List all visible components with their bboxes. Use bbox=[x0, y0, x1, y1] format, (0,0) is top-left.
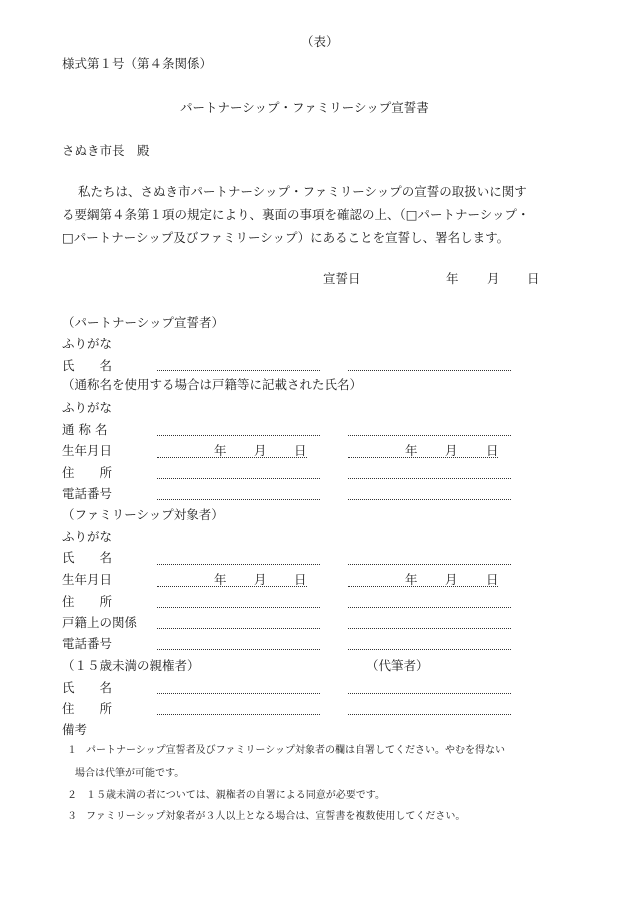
alias-field-1[interactable] bbox=[157, 435, 320, 436]
partner-dob-day-2: 日 bbox=[486, 443, 499, 458]
family-name-field-2[interactable] bbox=[348, 564, 511, 565]
family-dob-year-1: 年 bbox=[214, 572, 227, 587]
partner-address-field-2[interactable] bbox=[348, 478, 511, 479]
partner-dob-field-2[interactable] bbox=[348, 457, 498, 458]
body-line-2: る要綱第４条第１項の規定により、裏面の事項を確認の上、（□パートナーシップ・ bbox=[62, 207, 530, 222]
partner-phone-field-1[interactable] bbox=[157, 499, 320, 500]
family-dob-day-2: 日 bbox=[486, 572, 499, 587]
family-furigana-label: ふりがな bbox=[62, 529, 113, 544]
alias-label: 通 称 名 bbox=[62, 422, 108, 437]
alias-field-2[interactable] bbox=[348, 435, 511, 436]
partner-name-label: 氏 名 bbox=[62, 358, 113, 373]
partner-dob-year-2: 年 bbox=[405, 443, 418, 458]
partner-phone-field-2[interactable] bbox=[348, 499, 511, 500]
family-dob-month-1: 月 bbox=[254, 572, 267, 587]
family-address-field-2[interactable] bbox=[348, 607, 511, 608]
guardian-address-field[interactable] bbox=[157, 714, 320, 715]
declaration-month: 月 bbox=[487, 271, 500, 286]
family-dob-year-2: 年 bbox=[405, 572, 418, 587]
partner-dob-label: 生年月日 bbox=[62, 443, 113, 458]
partner-dob-month-1: 月 bbox=[254, 443, 267, 458]
guardian-heading: （１５歳未満の親権者） bbox=[62, 658, 200, 673]
addressee: さぬき市長 殿 bbox=[62, 143, 150, 158]
partner-dob-month-2: 月 bbox=[445, 443, 458, 458]
body-line-3: □パートナーシップ及びファミリーシップ）にあることを宣誓し、署名します。 bbox=[62, 230, 510, 245]
declaration-date-label: 宣誓日 bbox=[323, 271, 361, 286]
partner-name-field-1[interactable] bbox=[157, 370, 320, 371]
partner-address-field-1[interactable] bbox=[157, 478, 320, 479]
family-section-heading: （ファミリーシップ対象者） bbox=[62, 507, 224, 522]
guardian-name-label: 氏 名 bbox=[62, 680, 113, 695]
side-label: （表） bbox=[301, 34, 339, 49]
note-1-line-1: パートナーシップ宣誓者及びファミリーシップ対象者の欄は自署してください。やむを得ない bbox=[86, 745, 505, 756]
partner-address-label: 住 所 bbox=[62, 465, 113, 480]
proxy-heading: （代筆者） bbox=[366, 658, 429, 673]
partner-dob-field-1[interactable] bbox=[157, 457, 307, 458]
family-relation-field-1[interactable] bbox=[157, 628, 320, 629]
family-relation-label: 戸籍上の関係 bbox=[62, 615, 138, 630]
family-address-label: 住 所 bbox=[62, 594, 113, 609]
family-dob-day-1: 日 bbox=[294, 572, 307, 587]
alias-note: （通称名を使用する場合は戸籍等に記載された氏名） bbox=[62, 377, 363, 392]
proxy-name-field[interactable] bbox=[348, 693, 511, 694]
partner-phone-label: 電話番号 bbox=[62, 486, 113, 501]
partner-name-field-2[interactable] bbox=[348, 370, 511, 371]
note-2-number: ２ bbox=[67, 790, 77, 801]
family-name-label: 氏 名 bbox=[62, 550, 113, 565]
notes-heading: 備考 bbox=[62, 722, 88, 737]
partner-dob-day-1: 日 bbox=[294, 443, 307, 458]
family-phone-field-1[interactable] bbox=[157, 649, 320, 650]
document-title: パートナーシップ・ファミリーシップ宣誓書 bbox=[180, 100, 429, 115]
partner-furigana2-label: ふりがな bbox=[62, 400, 113, 415]
family-address-field-1[interactable] bbox=[157, 607, 320, 608]
note-1-line-2: 場合は代筆が可能です。 bbox=[75, 768, 185, 779]
partner-section-heading: （パートナーシップ宣誓者） bbox=[62, 315, 225, 330]
partner-dob-year-1: 年 bbox=[214, 443, 227, 458]
family-dob-field-2[interactable] bbox=[348, 586, 498, 587]
family-dob-month-2: 月 bbox=[445, 572, 458, 587]
family-relation-field-2[interactable] bbox=[348, 628, 511, 629]
declaration-year: 年 bbox=[446, 271, 459, 286]
declaration-day: 日 bbox=[527, 271, 540, 286]
note-3-number: ３ bbox=[67, 811, 77, 822]
family-dob-label: 生年月日 bbox=[62, 572, 113, 587]
family-phone-label: 電話番号 bbox=[62, 636, 113, 651]
form-number: 様式第１号（第４条関係） bbox=[62, 56, 213, 71]
proxy-address-field[interactable] bbox=[348, 714, 511, 715]
partner-furigana-label: ふりがな bbox=[62, 336, 113, 351]
note-2: １５歳未満の者については、親権者の自署による同意が必要です。 bbox=[86, 790, 385, 801]
family-name-field-1[interactable] bbox=[157, 564, 320, 565]
body-line-1: 私たちは、さぬき市パートナーシップ・ファミリーシップの宣誓の取扱いに関す bbox=[78, 184, 527, 199]
guardian-name-field[interactable] bbox=[157, 693, 320, 694]
family-phone-field-2[interactable] bbox=[348, 649, 511, 650]
note-1-number: １ bbox=[67, 745, 77, 756]
family-dob-field-1[interactable] bbox=[157, 586, 307, 587]
note-3: ファミリーシップ対象者が３人以上となる場合は、宣誓書を複数使用してください。 bbox=[86, 811, 466, 822]
guardian-address-label: 住 所 bbox=[62, 701, 113, 716]
